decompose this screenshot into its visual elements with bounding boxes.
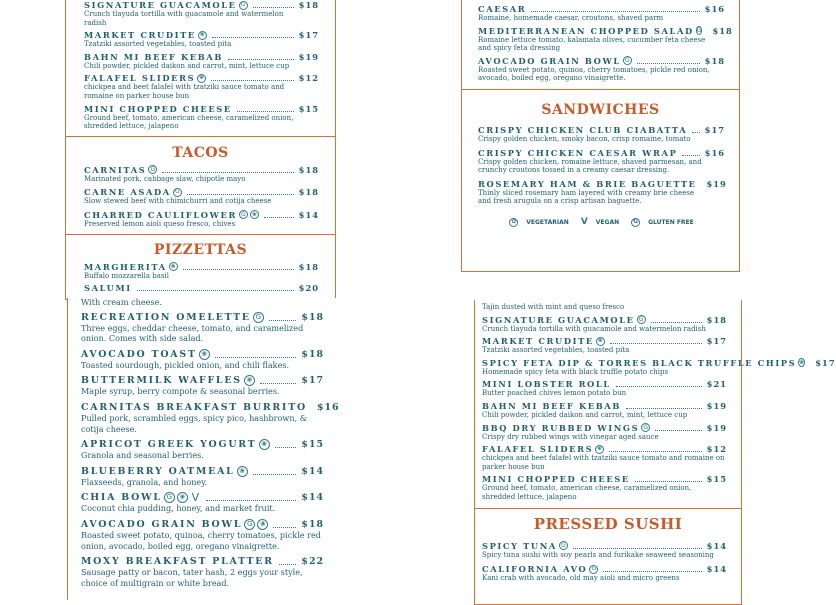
menu-item bbox=[482, 379, 727, 398]
menu-item bbox=[84, 283, 319, 293]
menu-item-description: Marinated pork, cabbage slaw, chipotle mayo bbox=[84, 174, 246, 183]
menu-item-price: $17 bbox=[301, 375, 324, 387]
menu-item-price: $18 bbox=[706, 314, 727, 325]
menu-item-price: $18 bbox=[298, 261, 319, 272]
menu-item bbox=[81, 556, 324, 588]
menu-item-description: Tzatziki assorted vegetables, toasted pita bbox=[482, 346, 630, 355]
tacos-title: TACOS bbox=[172, 144, 229, 161]
menu-item-price: $14 bbox=[706, 540, 727, 551]
vegetarian-icon: ❀ bbox=[199, 74, 205, 82]
menu-item-line bbox=[478, 179, 725, 189]
menu-item-line bbox=[478, 148, 725, 158]
leader-dots bbox=[187, 190, 294, 195]
menu-item-price: $12 bbox=[706, 444, 727, 455]
gluten-free-icon: G bbox=[637, 315, 646, 324]
menu-item-line bbox=[81, 466, 324, 477]
legend-vegan-label: VEGAN bbox=[595, 218, 620, 226]
menu-item-line bbox=[81, 375, 324, 386]
menu-item-price: $19 bbox=[298, 51, 319, 62]
menu-item-line bbox=[84, 104, 319, 114]
menu-item-name: BBQ DRY RUBBED WINGS bbox=[482, 422, 640, 433]
gluten-free-icon: G bbox=[148, 165, 157, 174]
gluten-free-icon: G bbox=[173, 188, 182, 197]
menu-item-description: Romaine lettuce tomato, kalamata olives, cucumber feta cheese bbox=[478, 35, 706, 44]
leader-dots bbox=[531, 7, 699, 12]
menu-item-name: CAESAR bbox=[478, 4, 527, 14]
menu-item-description: crunchy croutons tossed in a creamy caesar dressing. bbox=[478, 166, 670, 175]
menu-item-description: Crispy dry rubbed wings with vinegar aged sauce bbox=[482, 432, 659, 441]
menu-item bbox=[81, 375, 324, 397]
menu-item bbox=[81, 349, 324, 371]
menu-item-line bbox=[84, 165, 319, 175]
menu-item-name: BAHN MI BEEF KEBAB bbox=[482, 400, 621, 411]
gluten-free-icon: G bbox=[559, 541, 568, 550]
menu-item bbox=[478, 25, 733, 53]
menu-item-line bbox=[482, 357, 836, 368]
menu-item-price: $14 bbox=[298, 209, 319, 220]
menu-item-name: MARGHERITA bbox=[84, 261, 167, 272]
carryover-description: Tajin dusted with mint and queso fresco bbox=[482, 303, 625, 311]
menu-panel-salads-sandwiches bbox=[461, 0, 740, 272]
menu-item-description: Three eggs, cheddar cheese, tomato, and caramelized bbox=[81, 322, 304, 333]
menu-item-description: and spicy feta dressing bbox=[478, 44, 561, 53]
menu-item-name: BUTTERMILK WAFFLES bbox=[81, 375, 242, 387]
menu-item-line bbox=[81, 439, 324, 450]
leader-dots bbox=[215, 353, 297, 358]
menu-item-description: Thinly sliced rosemary ham layered with creamy brie cheese bbox=[478, 188, 695, 197]
menu-item-description: Homemade spicy feta with black truffle potato chips bbox=[482, 367, 669, 376]
menu-item bbox=[478, 179, 725, 206]
menu-item-name: SPICY TUNA bbox=[482, 540, 557, 551]
menu-item-name: FALAFEL SLIDERS bbox=[84, 73, 196, 84]
vegetarian-icon: ❀ bbox=[170, 262, 176, 270]
menu-item bbox=[482, 401, 727, 420]
leader-dots bbox=[626, 404, 702, 409]
section-divider bbox=[475, 508, 741, 509]
menu-item-line bbox=[84, 283, 319, 293]
menu-item-line bbox=[81, 556, 324, 567]
menu-item bbox=[482, 474, 727, 501]
menu-item-price: $16 bbox=[316, 401, 340, 413]
menu-item-name: MEDITERRANEAN CHOPPED SALAD bbox=[478, 25, 694, 36]
menu-item-name: RECREATION OMELETTE bbox=[81, 311, 251, 323]
menu-item bbox=[84, 262, 319, 281]
menu-item bbox=[482, 336, 727, 355]
vegetarian-icon: ❀ bbox=[597, 337, 603, 345]
section-divider bbox=[66, 234, 335, 235]
leader-dots bbox=[655, 426, 701, 431]
leader-dots bbox=[212, 33, 294, 38]
menu-item-name: AVOCADO GRAIN BOWL bbox=[478, 55, 621, 66]
leader-dots bbox=[603, 567, 701, 572]
menu-item-price: $19 bbox=[706, 422, 727, 433]
menu-item-name: AVOCADO GRAIN BOWL bbox=[81, 518, 243, 530]
menu-item-price: $18 bbox=[704, 55, 725, 66]
leader-dots bbox=[279, 560, 297, 565]
menu-item-name: MOXY BREAKFAST PLATTER bbox=[81, 556, 274, 568]
menu-item-name: MINI CHOPPED CHEESE bbox=[84, 103, 232, 114]
gluten-free-icon: G bbox=[623, 56, 632, 65]
menu-item-description: shredded lettuce, jalapeno bbox=[84, 122, 179, 131]
menu-item-description: Maple syrup, berry compote & seasonal berries. bbox=[81, 386, 280, 397]
dietary-legend bbox=[462, 218, 739, 227]
section-divider bbox=[66, 136, 335, 137]
sandwiches-list bbox=[462, 118, 739, 206]
leader-dots bbox=[228, 55, 294, 60]
menu-item-name: FALAFEL SLIDERS bbox=[482, 444, 594, 455]
menu-item-price: $18 bbox=[298, 187, 319, 198]
salads-list bbox=[462, 0, 739, 83]
menu-item-description: avocado, boiled egg, oregano vinaigrette. bbox=[478, 74, 626, 83]
menu-item-line bbox=[482, 541, 727, 551]
legend-vegetarian-label: VEGETARIAN bbox=[526, 218, 569, 226]
menu-item-description: radish bbox=[84, 18, 107, 27]
menu-item-name: CRISPY CHICKEN CAESAR WRAP bbox=[478, 147, 678, 158]
menu-item bbox=[81, 439, 324, 461]
menu-item-description: Ground beef, tomato, american cheese, caramelized onion, bbox=[482, 484, 692, 493]
menu-item-price: $17 bbox=[704, 124, 725, 135]
menu-item-description: choice of multigrain or white bread. bbox=[81, 577, 230, 588]
menu-item-price: $20 bbox=[298, 283, 319, 294]
vegetarian-icon: ❀ bbox=[177, 492, 188, 503]
menu-item-name: AVOCADO TOAST bbox=[81, 348, 197, 360]
menu-item-price: $17 bbox=[815, 357, 836, 368]
pizzettas-list bbox=[66, 258, 335, 294]
starters-list bbox=[66, 0, 335, 131]
menu-item bbox=[482, 444, 727, 471]
menu-item-line bbox=[478, 4, 725, 14]
menu-item-description: cotija cheese. bbox=[81, 423, 137, 434]
menu-item-description: Butter poached chives lemon potato bun bbox=[482, 389, 627, 398]
menu-item-name: CARNE ASADA bbox=[84, 187, 171, 198]
menu-item-price: $16 bbox=[704, 4, 725, 14]
menu-item bbox=[482, 357, 836, 377]
pizzettas-title: PIZZETTAS bbox=[153, 241, 248, 258]
leader-dots bbox=[211, 76, 294, 81]
sandwiches-title: SANDWICHES bbox=[541, 101, 660, 118]
vegetarian-icon: ❀ bbox=[199, 31, 205, 39]
menu-item bbox=[84, 210, 319, 229]
menu-item-description: Pulled pork, scrambled eggs, spicy pico, hashbrown, & bbox=[81, 412, 307, 423]
menu-item-description: Ground beef, tomato, american cheese, caramelized onion, bbox=[84, 113, 294, 122]
menu-item-line bbox=[482, 564, 727, 574]
leader-dots bbox=[637, 59, 700, 64]
gluten-free-icon: G bbox=[244, 519, 255, 530]
menu-item bbox=[81, 492, 324, 514]
menu-item-price: $17 bbox=[706, 336, 727, 347]
leader-dots bbox=[260, 379, 297, 384]
menu-item bbox=[81, 312, 324, 344]
menu-item-line bbox=[478, 125, 725, 135]
menu-item-line bbox=[482, 379, 727, 389]
menu-item-price: $14 bbox=[301, 492, 324, 504]
menu-item-name: CARNITAS bbox=[84, 164, 147, 175]
menu-item bbox=[478, 148, 725, 175]
leader-dots bbox=[682, 151, 699, 156]
menu-item bbox=[482, 541, 727, 560]
menu-item-line bbox=[84, 73, 319, 83]
menu-item bbox=[81, 466, 324, 488]
menu-item-description: parker house bun bbox=[482, 462, 545, 471]
menu-item-price: $15 bbox=[298, 103, 319, 114]
menu-item-name: MARKET CRUDITE bbox=[84, 30, 196, 41]
menu-item bbox=[84, 73, 319, 100]
menu-item-description: Toasted sourdough, pickled onion, and chili flakes. bbox=[81, 359, 290, 370]
menu-item-price: $18 bbox=[301, 348, 324, 360]
vegetarian-icon: ✿ bbox=[511, 218, 517, 226]
section-divider bbox=[462, 89, 739, 90]
menu-item-name: CALIFORNIA AVO bbox=[482, 564, 588, 575]
menu-item-description: Crunch tlayuda tortilla with guacamole and watermelon radish bbox=[482, 324, 706, 333]
menu-item-description: Kani crab with avocado, old may aioli and micro greens bbox=[482, 574, 680, 583]
vegetarian-icon: ❀ bbox=[244, 375, 255, 386]
leader-dots bbox=[273, 523, 296, 528]
menu-item bbox=[478, 125, 725, 144]
menu-panel-starters bbox=[65, 0, 336, 300]
menu-item-price: $12 bbox=[298, 73, 319, 84]
menu-item-line bbox=[482, 336, 727, 346]
menu-item-line bbox=[81, 312, 324, 323]
menu-item-line bbox=[482, 444, 727, 454]
menu-item-name: CHARRED CAULIFLOWER bbox=[84, 209, 237, 220]
menu-item bbox=[84, 52, 319, 71]
legend-gluten-free-label: GLUTEN FREE bbox=[648, 218, 694, 226]
menu-item bbox=[482, 423, 727, 442]
leader-dots bbox=[269, 316, 297, 321]
menu-item-name: MINI LOBSTER ROLL bbox=[482, 379, 611, 390]
menu-item-name: BLUEBERRY OATMEAL bbox=[81, 465, 235, 477]
menu-item-name: CARNITAS BREAKFAST BURRITO bbox=[81, 401, 307, 413]
menu-item-line bbox=[478, 56, 725, 66]
menu-item bbox=[84, 0, 319, 27]
menu-item bbox=[81, 519, 324, 551]
menu-item-description: Chili powder, pickled daikon and carrot, mint, lettuce cup bbox=[482, 410, 688, 419]
menu-item-line bbox=[84, 30, 319, 40]
gluten-free-icon: G bbox=[239, 1, 248, 10]
menu-item-price: $17 bbox=[298, 30, 319, 41]
menu-item-description: Roasted sweet potato, quinoa, cherry tomatoes, pickle red onion, bbox=[478, 65, 710, 74]
menu-item-price: $14 bbox=[706, 564, 727, 575]
menu-item bbox=[81, 401, 340, 434]
leader-dots bbox=[253, 470, 297, 475]
menu-item-name: BAHN MI BEEF KEBAB bbox=[84, 51, 223, 62]
menu-item-description: Crispy golden chicken, romaine lettuce, shaved parmesan, and bbox=[478, 157, 702, 166]
gluten-free-icon: G bbox=[253, 312, 264, 323]
small-plates-list bbox=[475, 312, 836, 502]
menu-panel-breakfast bbox=[67, 298, 340, 600]
menu-item-line bbox=[84, 187, 319, 197]
menu-item-name: SPICY FETA DIP & TORRES BLACK TRUFFLE CHIPS bbox=[482, 357, 797, 368]
menu-item-line bbox=[81, 492, 324, 503]
vegetarian-icon: ❀ bbox=[259, 439, 270, 450]
menu-item-price: $22 bbox=[301, 556, 324, 568]
menu-panel-small-plates bbox=[474, 300, 836, 605]
menu-item-description: Crunch tlayuda tortilla with guacamole and watermelon bbox=[84, 10, 284, 18]
menu-item-line bbox=[84, 262, 319, 272]
gluten-free-icon: G bbox=[641, 423, 650, 432]
menu-item-name: SIGNATURE GUACAMOLE bbox=[482, 314, 635, 325]
vegetarian-icon: ❀ bbox=[199, 349, 210, 360]
menu-item-price: $18 bbox=[298, 0, 319, 10]
menu-item-description: Coconut chia pudding, honey, and market fruit. bbox=[81, 503, 276, 514]
menu-item-name: MARKET CRUDITE bbox=[482, 336, 594, 347]
menu-item-name: CRISPY CHICKEN CLUB CIABATTA bbox=[478, 124, 688, 135]
vegetarian-icon: ❀ bbox=[257, 519, 268, 530]
menu-item-description: Sausage patty or bacon, tater hash, 2 eggs your style, bbox=[81, 567, 303, 578]
menu-item-price: $18 bbox=[301, 518, 324, 530]
menu-item-description: Slow stewed beef with chimichurri and cotija cheese bbox=[84, 197, 272, 206]
leader-dots bbox=[609, 447, 702, 452]
menu-item-name: APRICOT GREEK YOGURT bbox=[81, 439, 257, 451]
menu-item-price: $21 bbox=[706, 379, 727, 390]
menu-item-description: Roasted sweet potato, quinoa, cherry tomatoes, pickle red bbox=[81, 529, 321, 540]
leader-dots bbox=[237, 107, 294, 112]
menu-item-description: onion, avocado, boiled egg, oregano vinaigrette. bbox=[81, 540, 280, 551]
menu-item-price: $18 bbox=[298, 164, 319, 175]
menu-item-name: SALUMI bbox=[84, 283, 132, 294]
leader-dots bbox=[692, 128, 699, 133]
menu-item-description: Romaine, homemade caesar, croutons, shaved parm bbox=[478, 14, 664, 22]
menu-item-description: romaine on parker house bun bbox=[84, 91, 190, 100]
sushi-list bbox=[475, 533, 741, 583]
menu-item-description: Crispy golden chicken, smoky bacon, crisp romaine, tomato bbox=[478, 134, 691, 143]
leader-dots bbox=[137, 286, 294, 291]
gluten-free-icon: G bbox=[696, 26, 702, 34]
menu-item bbox=[84, 104, 319, 131]
menu-item-description: Spicy tuna sushi with soy pearls and furikake seaweed seasoning bbox=[482, 550, 714, 559]
breakfast-list bbox=[68, 308, 340, 589]
leader-dots bbox=[275, 443, 297, 448]
menu-item-line bbox=[81, 349, 324, 360]
menu-item-price: $19 bbox=[706, 178, 727, 189]
menu-item-line bbox=[482, 423, 727, 433]
leader-dots bbox=[573, 544, 702, 549]
leader-dots bbox=[162, 168, 293, 173]
menu-item-line bbox=[84, 52, 319, 62]
menu-item-line bbox=[84, 0, 319, 10]
menu-item-name: ROSEMARY HAM & BRIE BAGUETTE bbox=[478, 178, 697, 189]
gluten-free-icon: G bbox=[589, 565, 598, 574]
menu-item-line bbox=[478, 25, 733, 36]
menu-item-description: Buffalo mozzarella basil bbox=[84, 271, 169, 280]
menu-item-price: $18 bbox=[301, 311, 324, 323]
gluten-free-icon: G bbox=[631, 218, 640, 227]
menu-item-price: $15 bbox=[301, 439, 324, 451]
menu-item-name: SIGNATURE GUACAMOLE bbox=[84, 0, 237, 10]
menu-item-description: Tzatziki assorted vegetables, toasted pita bbox=[84, 40, 232, 49]
pressed-sushi-title: PRESSED SUSHI bbox=[533, 514, 683, 533]
leader-dots bbox=[206, 496, 297, 501]
menu-item-line bbox=[482, 474, 727, 484]
menu-item-line bbox=[81, 401, 340, 413]
vegetarian-icon: ❀ bbox=[597, 445, 603, 453]
menu-item bbox=[478, 4, 725, 23]
menu-item-description: and fresh arugula on a crisp artisan baguette. bbox=[478, 197, 642, 206]
menu-item-description: Granola and seasonal berries. bbox=[81, 450, 204, 461]
menu-item bbox=[482, 315, 727, 334]
menu-item-description: Flaxseeds, granola, and honey. bbox=[81, 476, 208, 487]
leader-dots bbox=[264, 213, 294, 218]
menu-item bbox=[84, 165, 319, 184]
tacos-list bbox=[66, 161, 335, 229]
menu-item-price: $16 bbox=[704, 147, 725, 158]
menu-item-description: Preserved lemon aioli queso fresco, chives bbox=[84, 219, 236, 228]
menu-item bbox=[478, 56, 725, 83]
menu-item bbox=[84, 187, 319, 206]
vegan-icon: V bbox=[580, 216, 588, 227]
menu-item-line bbox=[482, 401, 727, 411]
menu-item-description: chickpea and beet falafel with tzatziki sauce tomato and bbox=[84, 83, 285, 92]
menu-item-price: $14 bbox=[301, 465, 324, 477]
gluten-free-icon: G bbox=[164, 492, 175, 503]
menu-item-price: $19 bbox=[706, 400, 727, 411]
menu-item-description: chickpea and beet falafel with tzatziki sauce tomato and romaine on bbox=[482, 454, 725, 463]
menu-item-name: MINI CHOPPED CHEESE bbox=[482, 474, 630, 485]
leader-dots bbox=[616, 382, 702, 387]
menu-item-name: CHIA BOWL bbox=[81, 492, 162, 504]
menu-item-description: shredded lettuce, jalapeno bbox=[482, 492, 577, 501]
vegetarian-icon: ❀ bbox=[251, 210, 257, 218]
leader-dots bbox=[183, 265, 294, 270]
menu-item-line bbox=[81, 519, 324, 530]
menu-item-line bbox=[84, 210, 319, 220]
menu-item-description: Chili powder, pickled daikon and carrot, mint, lettuce cup bbox=[84, 61, 290, 70]
vegan-icon: V bbox=[191, 491, 200, 505]
leader-dots bbox=[651, 318, 702, 323]
vegetarian-icon: ❀ bbox=[237, 466, 248, 477]
vegetarian-icon: ❀ bbox=[799, 358, 805, 366]
leader-dots bbox=[253, 3, 294, 8]
menu-item bbox=[84, 30, 319, 49]
carryover-description: With cream cheese. bbox=[81, 297, 162, 307]
leader-dots bbox=[635, 477, 702, 482]
menu-item-price: $18 bbox=[712, 25, 733, 36]
menu-item-line bbox=[482, 315, 727, 325]
menu-item bbox=[482, 564, 727, 583]
menu-item-description: onion. Comes with side salad. bbox=[81, 333, 204, 344]
gluten-free-icon: G bbox=[239, 210, 248, 219]
menu-item-price: $15 bbox=[706, 474, 727, 485]
leader-dots bbox=[610, 339, 702, 344]
